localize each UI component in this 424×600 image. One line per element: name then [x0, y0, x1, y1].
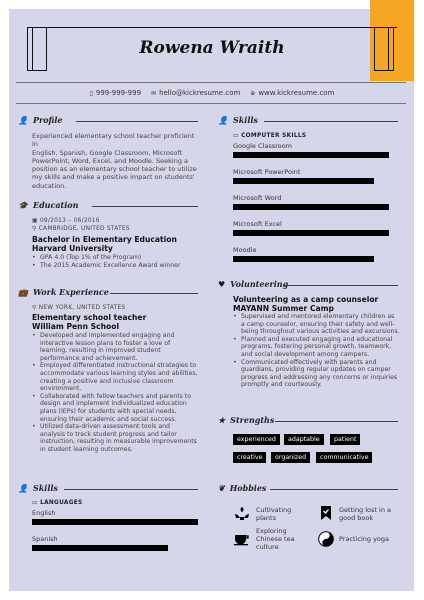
globe-icon: ⊕	[250, 89, 256, 97]
phone-icon: ▯	[89, 89, 93, 97]
hobby-line: Getting lost in a	[339, 506, 392, 514]
school: Harvard University	[32, 244, 113, 253]
profile-line: education.	[32, 181, 67, 190]
section-rule	[270, 489, 398, 490]
skill-label: Moodle	[233, 246, 257, 254]
section-rule	[264, 121, 398, 122]
skill-label: English	[32, 509, 56, 517]
hobby-line: plants	[256, 514, 276, 522]
education-heading	[18, 200, 78, 210]
bullet-line: and social development among campers.	[241, 350, 370, 358]
education-location	[32, 226, 130, 232]
pin-icon: ⚲	[32, 305, 37, 311]
education-list	[32, 254, 202, 269]
volunteering-heading	[218, 279, 288, 289]
education-bullet: • GPA 4.0 (Top 1% of the Program)	[32, 254, 202, 262]
monitor-icon: ▭	[233, 133, 239, 139]
computer-skills-heading	[218, 115, 258, 125]
computer-skills-subheading-text: COMPUTER SKILLS	[241, 133, 307, 139]
work-bullet	[32, 362, 202, 392]
hobby-text	[256, 527, 295, 551]
bullet-line: Communicated effectively with parents and	[241, 358, 377, 366]
work-heading	[18, 287, 109, 297]
skill-level-bar	[32, 519, 198, 525]
bookmark-icon	[318, 505, 334, 521]
job-title: Elementary school teacher	[32, 313, 147, 322]
bullet-line: programs, fostering personal growth, teamwork,	[241, 343, 392, 351]
divider	[16, 82, 406, 83]
section-rule	[110, 293, 198, 294]
education-bullet: • The 2015 Academic Excellence Award winner	[32, 262, 202, 270]
bullet-line: environment.	[40, 385, 82, 393]
volunteer-bullet	[233, 313, 403, 336]
hobby-text	[339, 506, 391, 522]
skills-right-title: Skills	[232, 115, 258, 125]
skill-level-bar	[32, 545, 168, 551]
phone-text: 999-999-999	[95, 89, 142, 97]
hobby-line: Chinese tea	[256, 535, 295, 543]
skill-level-bar	[233, 152, 389, 158]
user-icon: 👤	[218, 115, 228, 125]
bullet-line: Employed differentiated instructional strategies to	[40, 362, 197, 370]
work-bullet	[32, 393, 202, 423]
languages-subheading-text: LANGUAGES	[40, 500, 83, 506]
bullet-line: progress and addressing any concerns or inquiries	[241, 373, 398, 381]
languages-skills-heading	[18, 483, 58, 493]
volunteer-role: Volunteering as a camp counselor	[233, 295, 379, 304]
work-bullet	[32, 332, 202, 362]
volunteer-bullet	[233, 359, 403, 389]
divider	[16, 103, 406, 104]
employer: William Penn School	[32, 322, 120, 331]
hobby-line: Practicing yoga	[339, 535, 390, 543]
bullet-line: being throughout various activities and excursions.	[241, 328, 400, 336]
hobby-line: good book	[339, 514, 374, 522]
website-contact[interactable]	[250, 89, 334, 97]
work-location-text: NEW YORK, UNITED STATES	[38, 305, 126, 311]
work-title: Work Experience	[32, 287, 109, 297]
star-icon: ★	[218, 415, 226, 425]
profile-line: position as an elementary school teacher to utilize	[32, 165, 197, 174]
education-title: Education	[32, 200, 79, 210]
bullet-line: Supervised and mentored elementary children as	[241, 313, 395, 320]
skill-label: Google Classroom	[233, 142, 292, 150]
bullet-line: creating a positive and inclusive classroom	[40, 377, 174, 385]
pin-icon: ⚲	[32, 226, 37, 232]
skill-label: Spanish	[32, 535, 58, 543]
strength-chip: patient	[330, 434, 360, 445]
bullet-line: plans (IEPs) for students with special needs,	[40, 407, 177, 415]
bullet-line: a camp counselor, ensuring their safety and well-	[241, 320, 395, 328]
volunteering-title: Volunteering	[230, 279, 289, 289]
skill-level-bar	[233, 230, 389, 236]
bullet-line: in student learning outcomes.	[40, 445, 133, 453]
profile-heading	[18, 115, 62, 125]
bullet-line: promptly and courteously.	[241, 381, 322, 389]
bullet-line: learning, resulting in improved student	[40, 347, 161, 355]
leaf-icon: ❦	[218, 483, 225, 493]
section-rule	[64, 489, 198, 490]
education-location-text: CAMBRIDGE, UNITED STATES	[38, 226, 130, 232]
strengths-title: Strengths	[230, 415, 275, 425]
profile-line: Experienced elementary school teacher proficient in	[32, 132, 195, 149]
strength-chip: communicative	[316, 452, 372, 463]
bullet-line: guardians, providing regular updates on camper	[241, 366, 391, 374]
degree: Bachelor in Elementary Education	[32, 235, 177, 244]
user-icon: 👤	[18, 483, 28, 493]
phone-contact[interactable]	[90, 89, 141, 97]
bullet-line: design and implement individualized education	[40, 400, 187, 408]
skill-level-bar	[233, 178, 374, 184]
section-rule	[92, 206, 198, 207]
email-contact[interactable]	[151, 89, 240, 97]
volunteer-bullet	[233, 336, 403, 359]
hobbies-heading	[218, 483, 266, 493]
languages-subheading	[32, 500, 83, 506]
hobby-line: culture	[256, 543, 279, 551]
computer-skills-subheading	[233, 133, 306, 139]
graduation-cap-icon: 🎓	[18, 200, 28, 210]
heart-icon: ♥	[218, 279, 226, 289]
tea-cup-icon	[234, 530, 250, 546]
calendar-icon: ▣	[32, 218, 38, 224]
profile-line: PowerPoint, Word, Excel, and Moodle. Seeking a	[32, 156, 189, 165]
strength-chip: adaptable	[284, 434, 324, 445]
skills-left-title: Skills	[32, 483, 58, 493]
website-text: www.kickresume.com	[258, 89, 335, 97]
email-text: hello@kickresume.com	[159, 89, 241, 97]
email-icon: ✉	[151, 89, 157, 97]
hobby-line: Cultivating	[256, 506, 292, 514]
strength-chip: experienced	[233, 434, 280, 445]
volunteering-list	[233, 313, 403, 389]
hobby-text	[256, 506, 291, 522]
bullet-line: performance and achievement.	[40, 354, 138, 362]
bullet-line: accommodate various learning styles and abilities,	[40, 369, 198, 377]
bullet-line: Planned and executed engaging and educational	[241, 335, 393, 343]
contact-bar	[0, 89, 424, 97]
section-rule	[284, 285, 398, 286]
hobbies-title: Hobbies	[229, 483, 267, 493]
profile-line: my skills and make a positive impact on students'	[32, 173, 195, 182]
user-icon: 👤	[18, 115, 28, 125]
skill-label: Microsoft PowerPoint	[233, 168, 301, 176]
education-date-text: 09/2013 – 06/2016	[39, 218, 100, 224]
chat-icon: ▭	[32, 500, 38, 506]
header-frame-line	[27, 27, 397, 28]
bullet-line: Collaborated with fellow teachers and parents to	[40, 392, 192, 400]
hands-plant-icon	[234, 505, 250, 521]
candidate-name: Rowena Wraith	[139, 38, 285, 58]
skill-level-bar	[233, 204, 389, 210]
volunteer-org: MAYANN Summer Camp	[233, 304, 334, 313]
briefcase-icon: 💼	[18, 287, 28, 297]
profile-title: Profile	[32, 115, 63, 125]
strength-chip: organized	[271, 452, 310, 463]
bullet-line: interactive lesson plans to foster a love of	[40, 339, 171, 347]
bullet-line: ensuring their academic and social success.	[40, 415, 177, 423]
section-rule	[275, 421, 398, 422]
bullet-line: instruction, resulting in measurable improvements	[40, 438, 197, 446]
bullet-line: analysis to track student progress and tailor	[40, 430, 177, 438]
work-bullet	[32, 423, 202, 453]
section-rule	[76, 121, 198, 122]
work-location	[32, 305, 125, 311]
hobby-text	[339, 535, 389, 543]
education-date	[32, 218, 100, 224]
bullet-line: Developed and implemented engaging and	[40, 332, 175, 339]
profile-text	[32, 132, 202, 190]
bullet-line: Utilized data-driven assessment tools and	[40, 423, 170, 431]
skill-label: Microsoft Excel	[233, 220, 282, 228]
yin-yang-icon	[318, 531, 334, 547]
profile-line: English, Spanish, Google Classroom, Microsoft	[32, 148, 183, 157]
skill-label: Microsoft Word	[233, 194, 282, 202]
hobby-line: Exploring	[256, 527, 287, 535]
strengths-heading	[218, 415, 274, 425]
work-list	[32, 332, 202, 454]
skill-level-bar	[233, 256, 374, 262]
strength-chip: creative	[233, 452, 266, 463]
